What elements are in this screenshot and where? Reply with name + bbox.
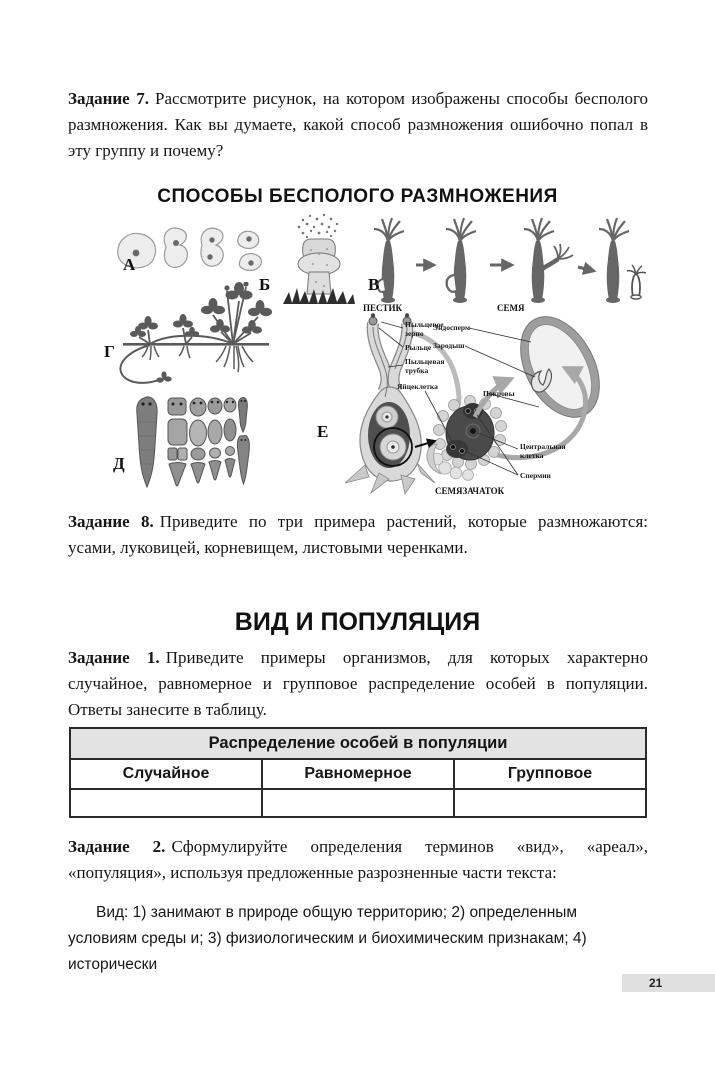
central-cell-label-line1: Центральная bbox=[520, 442, 566, 451]
table-cell-empty bbox=[262, 789, 454, 817]
vid-parts-text: Вид: 1) занимают в природе общую территорию; 2) определенным условиям среды и; 3) физиологическим и биохимическим признакам; 4) исторически bbox=[68, 904, 587, 973]
task1-paragraph bbox=[68, 645, 648, 723]
column-header-grouped: Групповое bbox=[454, 759, 646, 789]
table-title-row bbox=[70, 728, 646, 759]
figure-asexual-reproduction bbox=[0, 212, 715, 497]
distribution-table bbox=[69, 727, 647, 818]
task2-label: Задание 2. bbox=[68, 837, 166, 856]
table-header-row bbox=[70, 759, 646, 789]
panel-b-illustration bbox=[283, 212, 355, 307]
task1-label: Задание 1. bbox=[68, 648, 160, 667]
task8-label: Задание 8. bbox=[68, 512, 154, 531]
task7-label: Задание 7. bbox=[68, 89, 149, 108]
task2-parts-paragraph bbox=[68, 900, 643, 978]
stigma-label: Рыльце bbox=[405, 343, 432, 352]
panel-g-illustration bbox=[108, 282, 293, 397]
ovule-drawing bbox=[427, 396, 507, 481]
figure-title: СПОСОБЫ БЕСПОЛОГО РАЗМНОЖЕНИЯ bbox=[157, 186, 558, 207]
table-title-cell: Распределение особей в популяции bbox=[70, 728, 646, 759]
page-number-bar bbox=[622, 974, 715, 992]
table-cell-empty bbox=[454, 789, 646, 817]
embryo-label: Зародыш bbox=[433, 341, 465, 350]
task7-paragraph bbox=[68, 86, 648, 164]
table-cell-empty bbox=[70, 789, 262, 817]
task8-paragraph bbox=[68, 509, 648, 561]
seed-drawing bbox=[505, 303, 616, 430]
column-header-uniform: Равномерное bbox=[262, 759, 454, 789]
pollen-grain-label-line2: зерно bbox=[405, 329, 424, 338]
panel-e-letter: Е bbox=[317, 422, 329, 441]
integuments-label: Покровы bbox=[483, 389, 515, 398]
central-cell-label-line2: клетка bbox=[520, 451, 544, 460]
egg-cell-label: Яйцеклетка bbox=[397, 382, 438, 391]
sperm-label: Спермии bbox=[520, 471, 551, 480]
task7-text: Рассмотрите рисунок, на котором изображены способы бесполого размножения. Как вы думаете, какой способ размножения ошибочно попал в эту группу и почему? bbox=[68, 89, 648, 160]
panel-e-illustration bbox=[335, 297, 660, 497]
seed-label: СЕМЯ bbox=[497, 303, 525, 313]
task2-paragraph bbox=[68, 834, 648, 886]
panel-v-letter: В bbox=[368, 275, 380, 294]
task2-text: Сформулируйте определения терминов «вид», «ареал», «популяция», используя предложенные разрозненные части текста: bbox=[68, 837, 648, 882]
daughter-plants bbox=[130, 314, 199, 337]
page bbox=[0, 86, 715, 990]
pollen-grain-label-line1: Пыльцевое bbox=[405, 320, 444, 329]
pistil-drawing bbox=[345, 313, 435, 494]
panel-a-letter: А bbox=[123, 255, 136, 274]
ovule-label: СЕМЯЗАЧАТОК bbox=[435, 486, 505, 496]
panel-v-illustration bbox=[372, 217, 657, 307]
task1-text: Приведите примеры организмов, для которых характерно случайное, равномерное и групповое распределение особей в популяции. Ответы занесите в таблицу. bbox=[68, 648, 648, 719]
pistil-label: ПЕСТИК bbox=[363, 303, 403, 313]
section-title: ВИД И ПОПУЛЯЦИЯ bbox=[234, 608, 481, 636]
column-header-random: Случайное bbox=[70, 759, 262, 789]
panel-d-illustration bbox=[130, 390, 252, 497]
panel-g-letter: Г bbox=[104, 342, 115, 361]
pollen-tube-label-line1: Пыльцевая bbox=[405, 357, 445, 366]
task8-text: Приведите по три примера растений, которые размножаются: усами, луковицей, корневищем, листовыми черенками. bbox=[68, 512, 648, 557]
table-row bbox=[70, 789, 646, 817]
page-number: 21 bbox=[649, 976, 663, 990]
pollen-tube-label-line2: трубка bbox=[405, 366, 429, 375]
endosperm-label: Эндосперм bbox=[433, 323, 471, 332]
panel-b-letter: Б bbox=[259, 275, 271, 294]
panel-d-letter: Д bbox=[113, 454, 125, 473]
